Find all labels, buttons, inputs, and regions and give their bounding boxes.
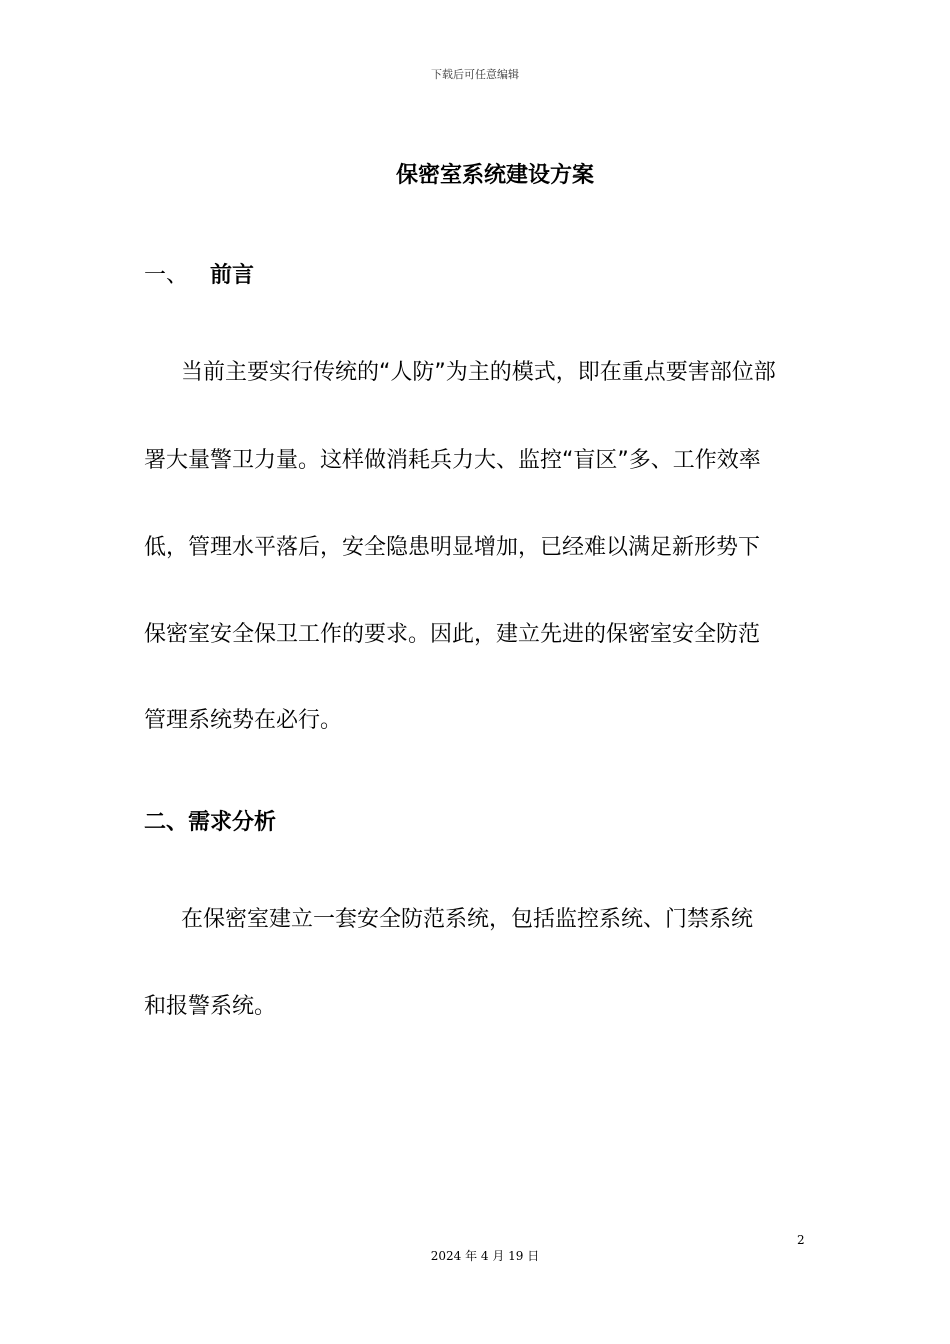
paragraph-line: 和报警系统。 [144, 994, 277, 1019]
footer-date: 2024 年 4 月 19 日 [430, 1249, 540, 1263]
paragraph-line: 管理系统势在必行。 [144, 708, 343, 733]
paragraph-line: 保密室安全保卫工作的要求。因此，建立先进的保密室安全防范 [144, 622, 761, 647]
section-number: 一、 [144, 263, 189, 288]
section-title: 前言 [210, 263, 255, 288]
document-title: 保密室系统建设方案 [395, 163, 594, 188]
section-number: 二、 [144, 810, 189, 835]
page-header-text: 下载后可任意编辑 [431, 68, 519, 81]
page-number: 2 [797, 1233, 805, 1247]
section-heading-preface [144, 258, 254, 289]
section-title: 需求分析 [188, 810, 277, 835]
paragraph-line: 署大量警卫力量。这样做消耗兵力大、监控“盲区”多、工作效率 [144, 448, 761, 473]
paragraph-line: 在保密室建立一套安全防范系统，包括监控系统、门禁系统 [181, 907, 754, 932]
section-heading-requirements [144, 805, 276, 836]
paragraph-line: 低，管理水平落后，安全隐患明显增加，已经难以满足新形势下 [144, 535, 761, 560]
paragraph-line: 当前主要实行传统的“人防”为主的模式，即在重点要害部位部 [181, 360, 776, 385]
